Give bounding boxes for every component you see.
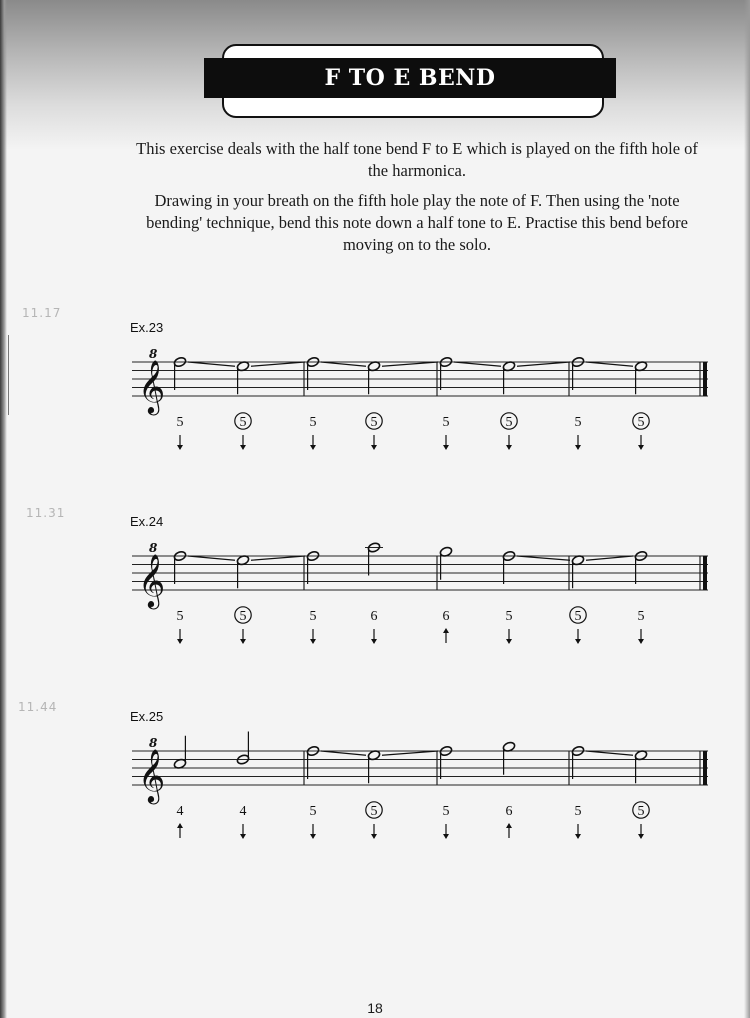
- arrow-up-icon: [443, 628, 449, 633]
- final-bar-thick: [703, 751, 707, 785]
- hole-number: 5: [370, 804, 378, 819]
- hole-number: 5: [574, 804, 582, 819]
- arrow-down-icon: [575, 445, 581, 450]
- page-right-edge: [744, 0, 750, 1018]
- treble-clef-icon: 𝄞: [138, 748, 166, 802]
- pencil-mark-1: 11.17: [22, 306, 62, 320]
- staff-ex23: [0, 336, 750, 466]
- pencil-mark-3: 11.44: [18, 700, 58, 714]
- arrow-down-icon: [177, 639, 183, 644]
- arrow-down-icon: [575, 639, 581, 644]
- arrow-down-icon: [638, 445, 644, 450]
- hole-number: 5: [574, 415, 582, 430]
- hole-number: 5: [637, 804, 645, 819]
- hole-number: 6: [505, 804, 513, 819]
- final-bar-thick: [703, 556, 707, 590]
- hole-number: 5: [574, 609, 582, 624]
- treble-clef-icon: 𝄞: [138, 553, 166, 607]
- tie-line: [586, 751, 633, 755]
- tie-line: [251, 556, 305, 560]
- hole-number: 5: [309, 609, 317, 624]
- final-bar-thick: [703, 362, 707, 396]
- tie-line: [321, 362, 366, 366]
- tie-line: [251, 362, 305, 366]
- staff-ex24: [0, 530, 750, 660]
- tie-line: [188, 556, 235, 560]
- tie-line: [382, 362, 438, 366]
- arrow-up-icon: [177, 823, 183, 828]
- pencil-mark-2: 11.31: [26, 506, 66, 520]
- hole-number: 5: [505, 609, 513, 624]
- tie-line: [321, 751, 366, 755]
- page-title-text: F TO E BEND: [324, 65, 496, 91]
- tie-line: [586, 556, 633, 560]
- hole-number: 5: [239, 609, 247, 624]
- arrow-down-icon: [177, 445, 183, 450]
- intro-paragraph-1: This exercise deals with the half tone bend F to E which is played on the fifth hole of the harmonica.: [136, 139, 698, 180]
- arrow-down-icon: [638, 834, 644, 839]
- arrow-down-icon: [240, 834, 246, 839]
- arrow-down-icon: [240, 445, 246, 450]
- arrow-down-icon: [506, 445, 512, 450]
- exercise-label: Ex.24: [130, 514, 164, 529]
- octave-mark: 8: [149, 347, 158, 361]
- hole-number: 4: [239, 804, 247, 819]
- arrow-down-icon: [443, 834, 449, 839]
- tie-line: [454, 362, 501, 366]
- octave-mark: 8: [149, 541, 158, 555]
- staff-ex25: [0, 725, 750, 855]
- arrow-down-icon: [443, 445, 449, 450]
- tie-line: [517, 556, 570, 560]
- intro-text: [130, 138, 704, 264]
- tie-line: [586, 362, 633, 366]
- tie-line: [382, 751, 438, 755]
- treble-clef-icon: 𝄞: [138, 359, 166, 413]
- hole-number: 4: [176, 804, 184, 819]
- arrow-down-icon: [638, 639, 644, 644]
- hole-number: 6: [442, 609, 450, 624]
- arrow-up-icon: [506, 823, 512, 828]
- arrow-down-icon: [575, 834, 581, 839]
- octave-mark: 8: [149, 736, 158, 750]
- page-number: 18: [367, 1000, 383, 1016]
- arrow-down-icon: [240, 639, 246, 644]
- hole-number: 5: [176, 609, 184, 624]
- tie-line: [188, 362, 235, 366]
- arrow-down-icon: [371, 639, 377, 644]
- arrow-down-icon: [310, 639, 316, 644]
- hole-number: 5: [239, 415, 247, 430]
- hole-number: 5: [309, 415, 317, 430]
- hole-number: 5: [176, 415, 184, 430]
- arrow-down-icon: [371, 445, 377, 450]
- hole-number: 5: [505, 415, 513, 430]
- exercise-label: Ex.25: [130, 709, 164, 724]
- hole-number: 5: [309, 804, 317, 819]
- exercise-label: Ex.23: [130, 320, 164, 335]
- hole-number: 5: [370, 415, 378, 430]
- hole-number: 6: [370, 609, 378, 624]
- tie-line: [517, 362, 570, 366]
- hole-number: 5: [442, 415, 450, 430]
- arrow-down-icon: [310, 445, 316, 450]
- arrow-down-icon: [506, 639, 512, 644]
- page-title: [204, 58, 616, 98]
- hole-number: 5: [442, 804, 450, 819]
- page-left-edge: [0, 0, 7, 1018]
- hole-number: 5: [637, 609, 645, 624]
- arrow-down-icon: [310, 834, 316, 839]
- intro-paragraph-2: Drawing in your breath on the fifth hole play the note of F. Then using the 'note bending' technique, bend this note down a half tone to E. Practise this bend before moving on to the solo.: [146, 191, 688, 254]
- arrow-down-icon: [371, 834, 377, 839]
- hole-number: 5: [637, 415, 645, 430]
